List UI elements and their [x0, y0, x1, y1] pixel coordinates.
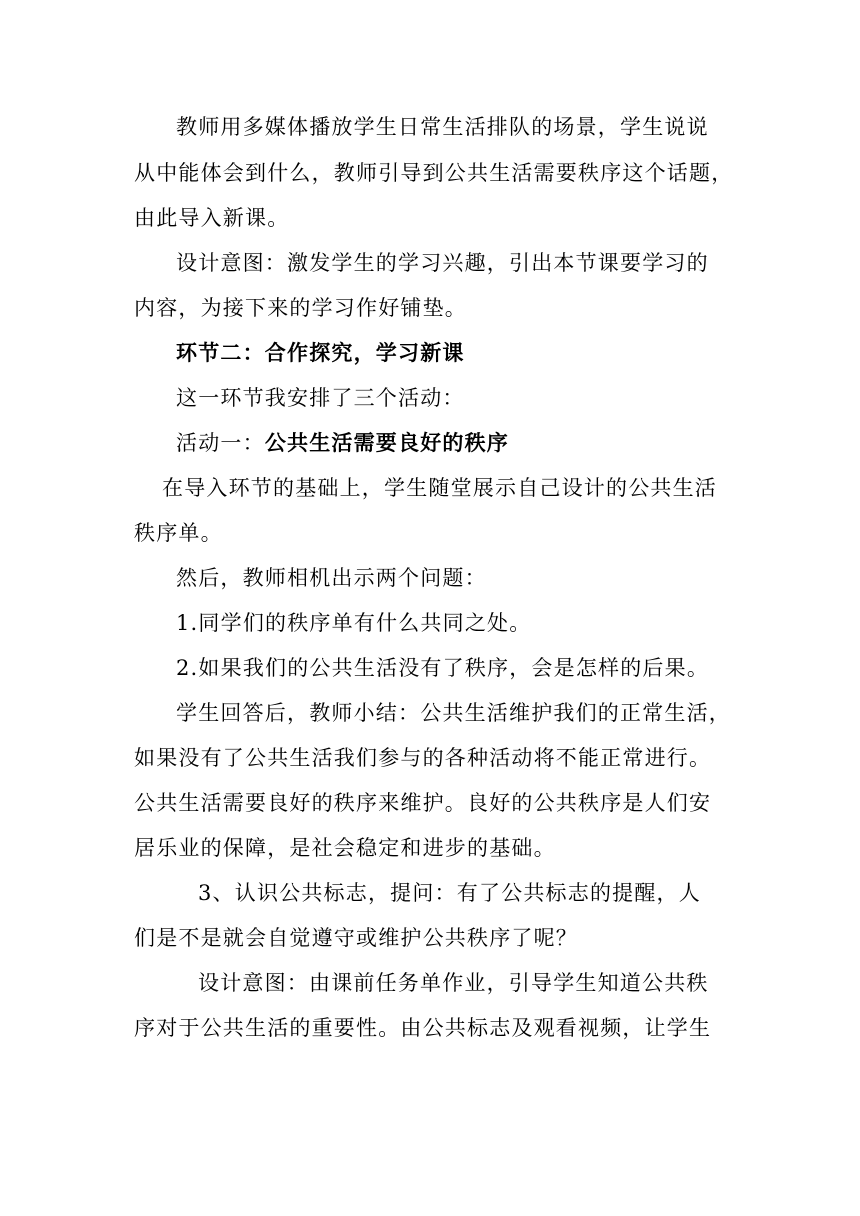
paragraph-line: 3、认识公共标志，提问：有了公共标志的提醒，人 — [198, 881, 701, 905]
paragraph-line: 然后，教师相机出示两个问题： — [176, 566, 487, 590]
paragraph-line: 设计意图：由课前任务单作业，引导学生知道公共秩 — [198, 971, 709, 995]
list-item: 1.同学们的秩序单有什么共同之处。 — [176, 611, 532, 635]
paragraph-line: 们是不是就会自觉遵守或维护公共秩序了呢？ — [134, 926, 578, 950]
paragraph-line: 居乐业的保障，是社会稳定和进步的基础。 — [134, 836, 556, 860]
paragraph-line: 由此导入新课。 — [134, 206, 290, 230]
activity-title: 公共生活需要良好的秩序 — [264, 431, 510, 455]
paragraph-line: 这一环节我安排了三个活动： — [176, 386, 465, 410]
section-heading: 环节二：合作探究，学习新课 — [176, 341, 465, 365]
paragraph-line: 在导入环节的基础上，学生随堂展示自己设计的公共生活 — [162, 476, 717, 500]
paragraph-line: 秩序单。 — [134, 521, 223, 545]
paragraph-line: 从中能体会到什么，教师引导到公共生活需要秩序这个话题， — [134, 161, 734, 185]
paragraph-line: 公共生活需要良好的秩序来维护。良好的公共秩序是人们安 — [134, 791, 712, 815]
list-item: 2.如果我们的公共生活没有了秩序，会是怎样的后果。 — [176, 656, 710, 680]
paragraph-line: 教师用多媒体播放学生日常生活排队的场景，学生说说 — [176, 115, 709, 139]
paragraph-line: 如果没有了公共生活我们参与的各种活动将不能正常进行。 — [134, 746, 712, 770]
activity-label: 活动一： — [176, 431, 265, 455]
paragraph-line: 内容，为接下来的学习作好铺垫。 — [134, 296, 467, 320]
paragraph-line: 设计意图：激发学生的学习兴趣，引出本节课要学习的 — [176, 251, 709, 275]
activity-heading — [176, 428, 782, 458]
paragraph-line: 学生回答后，教师小结：公共生活维护我们的正常生活， — [176, 701, 731, 725]
paragraph-line: 序对于公共生活的重要性。由公共标志及观看视频，让学生 — [134, 1016, 712, 1040]
